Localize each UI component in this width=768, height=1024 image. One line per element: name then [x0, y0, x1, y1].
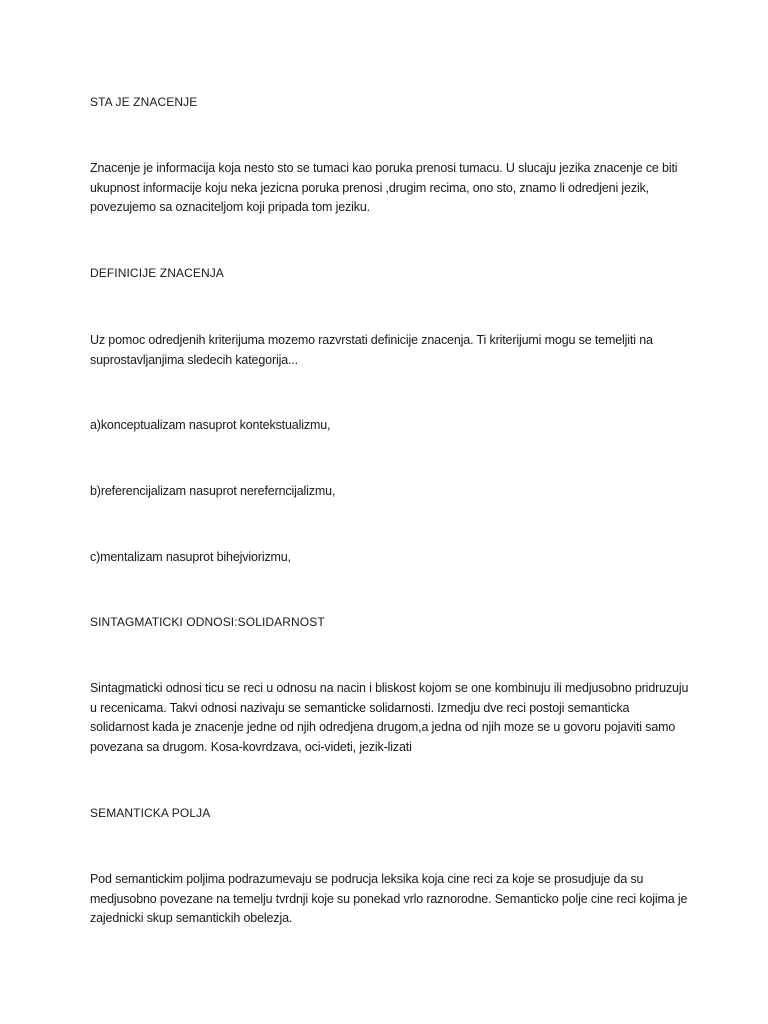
list-item: b)referencijalizam nasuprot nereferncijalizmu,	[90, 484, 336, 498]
section-heading: SINTAGMATICKI ODNOSI:SOLIDARNOST	[90, 615, 325, 629]
list-item: a)konceptualizam nasuprot kontekstualizmu,	[90, 418, 331, 432]
paragraph: Sintagmaticki odnosi ticu se reci u odnosu na nacin i bliskost kojom se one kombinuju ili medjusobno pridruzuju u recenicama. Takvi odnosi nazivaju se semanticke solidarnosti. Izmedju dve reci postoji semanticka solidarnost kada je znacenje jedne od njih odredjena drugom,a jedna od njih moze se u govoru pojaviti samo povezana sa drugom. Kosa-kovrdzava, oci-videti, jezik-lizati	[90, 681, 689, 754]
section-heading: SEMANTICKA POLJA	[90, 806, 211, 820]
list-item: c)mentalizam nasuprot bihejviorizmu,	[90, 550, 291, 564]
section-heading: STA JE ZNACENJE	[90, 95, 198, 109]
paragraph: Pod semantickim poljima podrazumevaju se podrucja leksika koja cine reci za koje se prosudjuje da su medjusobno povezane na temelju tvrdnji koje su ponekad vrlo raznorodne. Semanticko polje cine reci kojima je zajednicki skup semantickih obelezja.	[90, 872, 688, 926]
paragraph: Znacenje je informacija koja nesto sto se tumaci kao poruka prenosi tumacu. U slucaju jezika znacenje ce biti ukupnost informacije koju neka jezicna poruka prenosi ,drugim recima, ono sto, znamo li odredjeni jezik, povezujemo sa oznaciteljom koji pripada tom jeziku.	[90, 161, 678, 215]
paragraph: Uz pomoc odredjenih kriterijuma mozemo razvrstati definicije znacenja. Ti kriterijumi mogu se temeljiti na suprostavljanjima sledecih kategorija...	[90, 333, 653, 367]
section-heading: DEFINICIJE ZNACENJA	[90, 266, 224, 280]
